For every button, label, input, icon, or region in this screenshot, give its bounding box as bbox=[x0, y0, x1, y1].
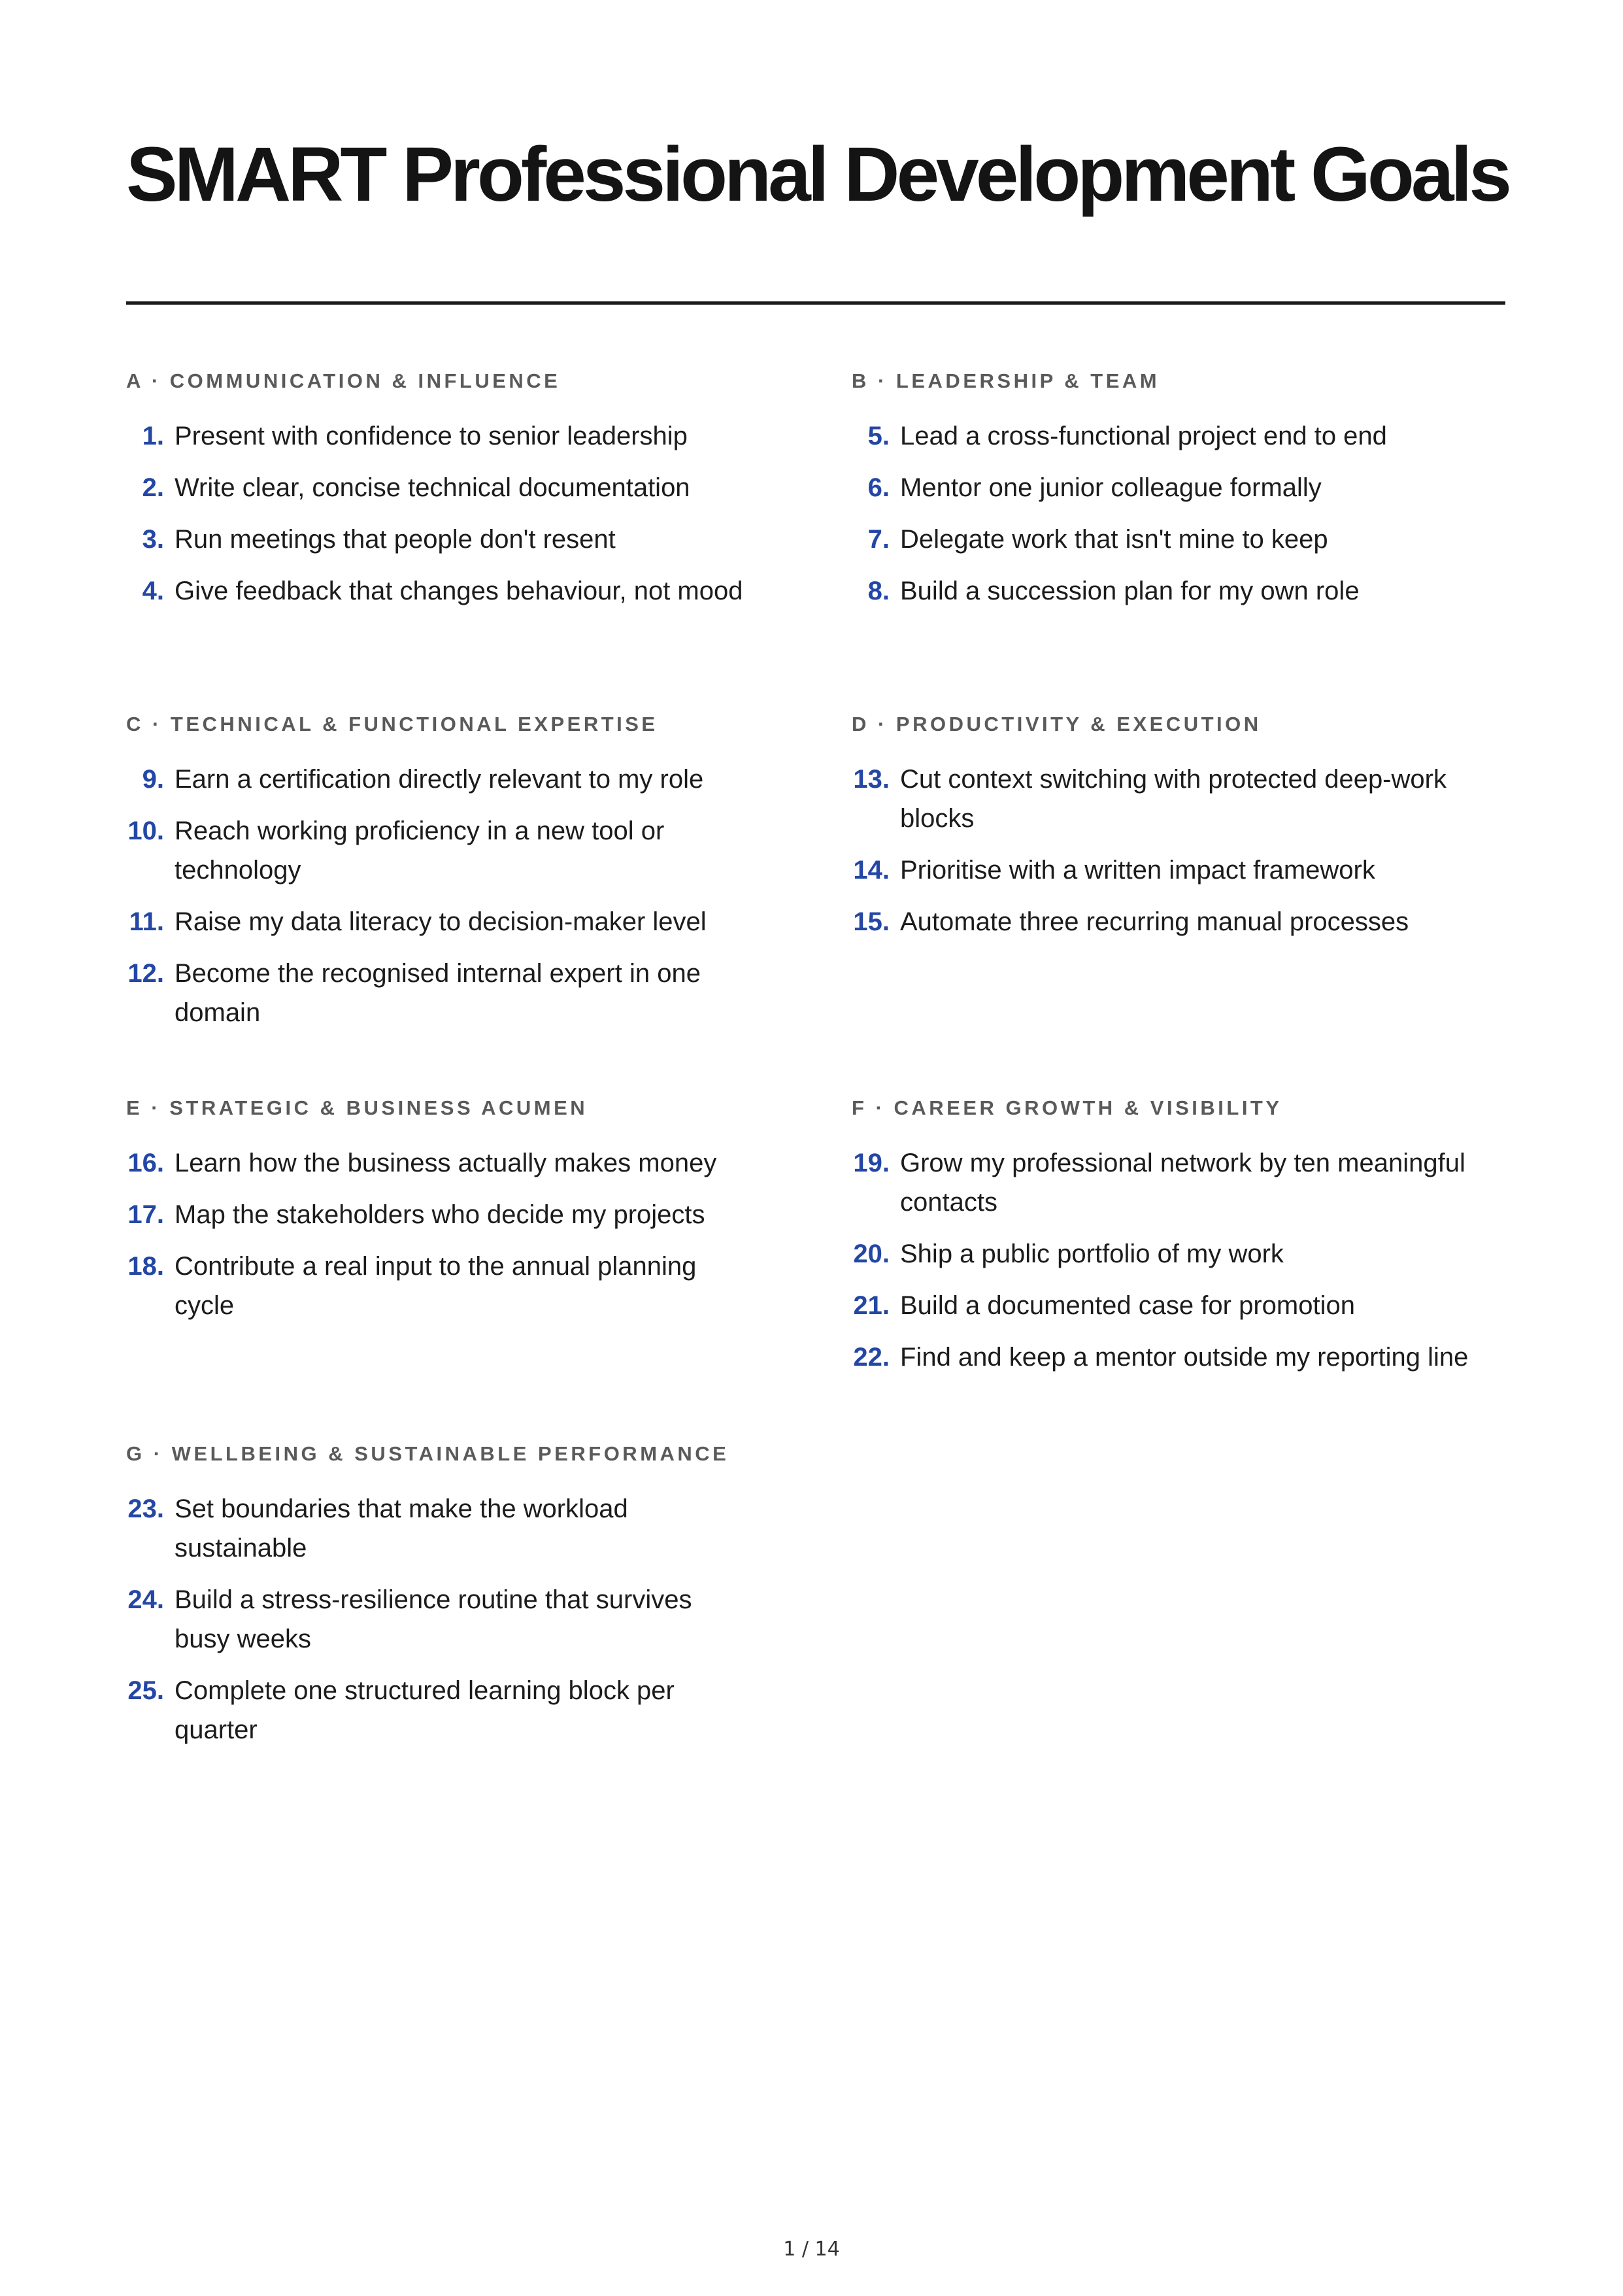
goal-item bbox=[852, 902, 1473, 941]
goal-text: Become the recognised internal expert in one domain bbox=[175, 959, 701, 1027]
goal-text: Contribute a real input to the annual planning cycle bbox=[175, 1252, 697, 1320]
goal-item bbox=[126, 954, 747, 1032]
goal-text: Write clear, concise technical documentation bbox=[175, 473, 690, 502]
goal-item bbox=[126, 902, 747, 941]
goal-item bbox=[126, 1247, 747, 1325]
goal-item bbox=[852, 520, 1473, 559]
goal-list bbox=[852, 760, 1473, 941]
goal-number: 9. bbox=[142, 765, 164, 794]
goal-item bbox=[126, 1143, 747, 1183]
goal-number: 25. bbox=[127, 1676, 164, 1705]
goal-number: 17. bbox=[127, 1200, 164, 1229]
goal-item bbox=[852, 1234, 1473, 1274]
section-heading: D · PRODUCTIVITY & EXECUTION bbox=[852, 713, 1262, 735]
goal-text: Grow my professional network by ten meaningful contacts bbox=[900, 1149, 1465, 1217]
goal-item bbox=[852, 468, 1473, 507]
goal-item bbox=[126, 571, 747, 611]
goal-number: 11. bbox=[129, 907, 164, 936]
goal-item bbox=[852, 851, 1473, 890]
goal-number: 24. bbox=[127, 1585, 164, 1614]
section-communication bbox=[126, 368, 747, 623]
goal-text: Reach working proficiency in a new tool or technology bbox=[175, 817, 665, 885]
section-wellbeing bbox=[126, 1441, 747, 1762]
goal-text: Build a succession plan for my own role bbox=[900, 577, 1360, 605]
section-heading: E · STRATEGIC & BUSINESS ACUMEN bbox=[126, 1096, 588, 1119]
goal-list bbox=[852, 416, 1473, 611]
goal-item bbox=[852, 1143, 1473, 1222]
goal-item bbox=[126, 760, 747, 799]
goal-number: 6. bbox=[867, 473, 890, 502]
goal-item bbox=[126, 520, 747, 559]
goal-number: 22. bbox=[853, 1343, 890, 1372]
goal-text: Learn how the business actually makes money bbox=[175, 1149, 717, 1177]
goal-text: Raise my data literacy to decision-maker level bbox=[175, 907, 707, 936]
section-technical bbox=[126, 711, 747, 1045]
goal-item bbox=[126, 811, 747, 890]
page-title: SMART Professional Development Goals bbox=[126, 131, 1509, 218]
goal-text: Map the stakeholders who decide my projects bbox=[175, 1200, 705, 1229]
goal-text: Ship a public portfolio of my work bbox=[900, 1240, 1284, 1268]
section-strategic bbox=[126, 1095, 747, 1338]
goal-number: 18. bbox=[127, 1252, 164, 1281]
goal-number: 2. bbox=[142, 473, 164, 502]
goal-list bbox=[126, 416, 747, 611]
goal-number: 12. bbox=[127, 959, 164, 988]
section-leadership bbox=[852, 368, 1473, 623]
goal-number: 5. bbox=[867, 422, 890, 450]
section-heading: A · COMMUNICATION & INFLUENCE bbox=[126, 369, 561, 392]
goal-number: 15. bbox=[853, 907, 890, 936]
goal-text: Automate three recurring manual processes bbox=[900, 907, 1409, 936]
goal-item bbox=[852, 760, 1473, 838]
goal-text: Run meetings that people don't resent bbox=[175, 525, 616, 554]
page-number: 1 / 14 bbox=[783, 2238, 840, 2261]
section-heading: G · WELLBEING & SUSTAINABLE PERFORMANCE bbox=[126, 1442, 729, 1465]
section-productivity bbox=[852, 711, 1473, 954]
goal-item bbox=[126, 416, 747, 456]
goal-list bbox=[126, 1143, 747, 1325]
goal-number: 19. bbox=[853, 1149, 890, 1177]
goal-text: Set boundaries that make the workload sustainable bbox=[175, 1494, 628, 1562]
goal-number: 1. bbox=[142, 422, 164, 450]
section-heading: F · CAREER GROWTH & VISIBILITY bbox=[852, 1096, 1282, 1119]
goal-item bbox=[852, 416, 1473, 456]
goal-item bbox=[852, 1338, 1473, 1377]
goal-text: Mentor one junior colleague formally bbox=[900, 473, 1322, 502]
goal-text: Prioritise with a written impact framework bbox=[900, 856, 1375, 885]
goal-text: Build a documented case for promotion bbox=[900, 1291, 1355, 1320]
goal-text: Lead a cross-functional project end to end bbox=[900, 422, 1387, 450]
goal-list bbox=[852, 1143, 1473, 1377]
goal-number: 8. bbox=[867, 577, 890, 605]
goal-text: Complete one structured learning block per quarter bbox=[175, 1676, 675, 1744]
section-heading: B · LEADERSHIP & TEAM bbox=[852, 369, 1160, 392]
goal-text: Give feedback that changes behaviour, not mood bbox=[175, 577, 743, 605]
goal-text: Present with confidence to senior leadership bbox=[175, 422, 688, 450]
goal-number: 16. bbox=[127, 1149, 164, 1177]
goal-number: 3. bbox=[142, 525, 164, 554]
goal-item bbox=[126, 1671, 747, 1749]
goal-number: 23. bbox=[127, 1494, 164, 1523]
goal-item bbox=[852, 571, 1473, 611]
goal-text: Earn a certification directly relevant to my role bbox=[175, 765, 704, 794]
goal-item bbox=[126, 468, 747, 507]
goal-text: Find and keep a mentor outside my reporting line bbox=[900, 1343, 1469, 1372]
goal-item bbox=[126, 1580, 747, 1659]
section-career bbox=[852, 1095, 1473, 1389]
goal-text: Build a stress-resilience routine that survives busy weeks bbox=[175, 1585, 692, 1653]
goal-number: 10. bbox=[127, 817, 164, 845]
goal-text: Delegate work that isn't mine to keep bbox=[900, 525, 1328, 554]
goal-text: Cut context switching with protected deep-work blocks bbox=[900, 765, 1447, 833]
goal-list bbox=[126, 760, 747, 1032]
goal-item bbox=[852, 1286, 1473, 1325]
title-divider bbox=[126, 301, 1505, 305]
section-heading: C · TECHNICAL & FUNCTIONAL EXPERTISE bbox=[126, 713, 658, 735]
goal-item bbox=[126, 1489, 747, 1568]
goal-number: 14. bbox=[853, 856, 890, 885]
goal-number: 7. bbox=[867, 525, 890, 554]
goal-number: 21. bbox=[853, 1291, 890, 1320]
goal-item bbox=[126, 1195, 747, 1234]
goal-number: 4. bbox=[142, 577, 164, 605]
goal-number: 13. bbox=[853, 765, 890, 794]
goal-number: 20. bbox=[853, 1240, 890, 1268]
goal-list bbox=[126, 1489, 747, 1749]
